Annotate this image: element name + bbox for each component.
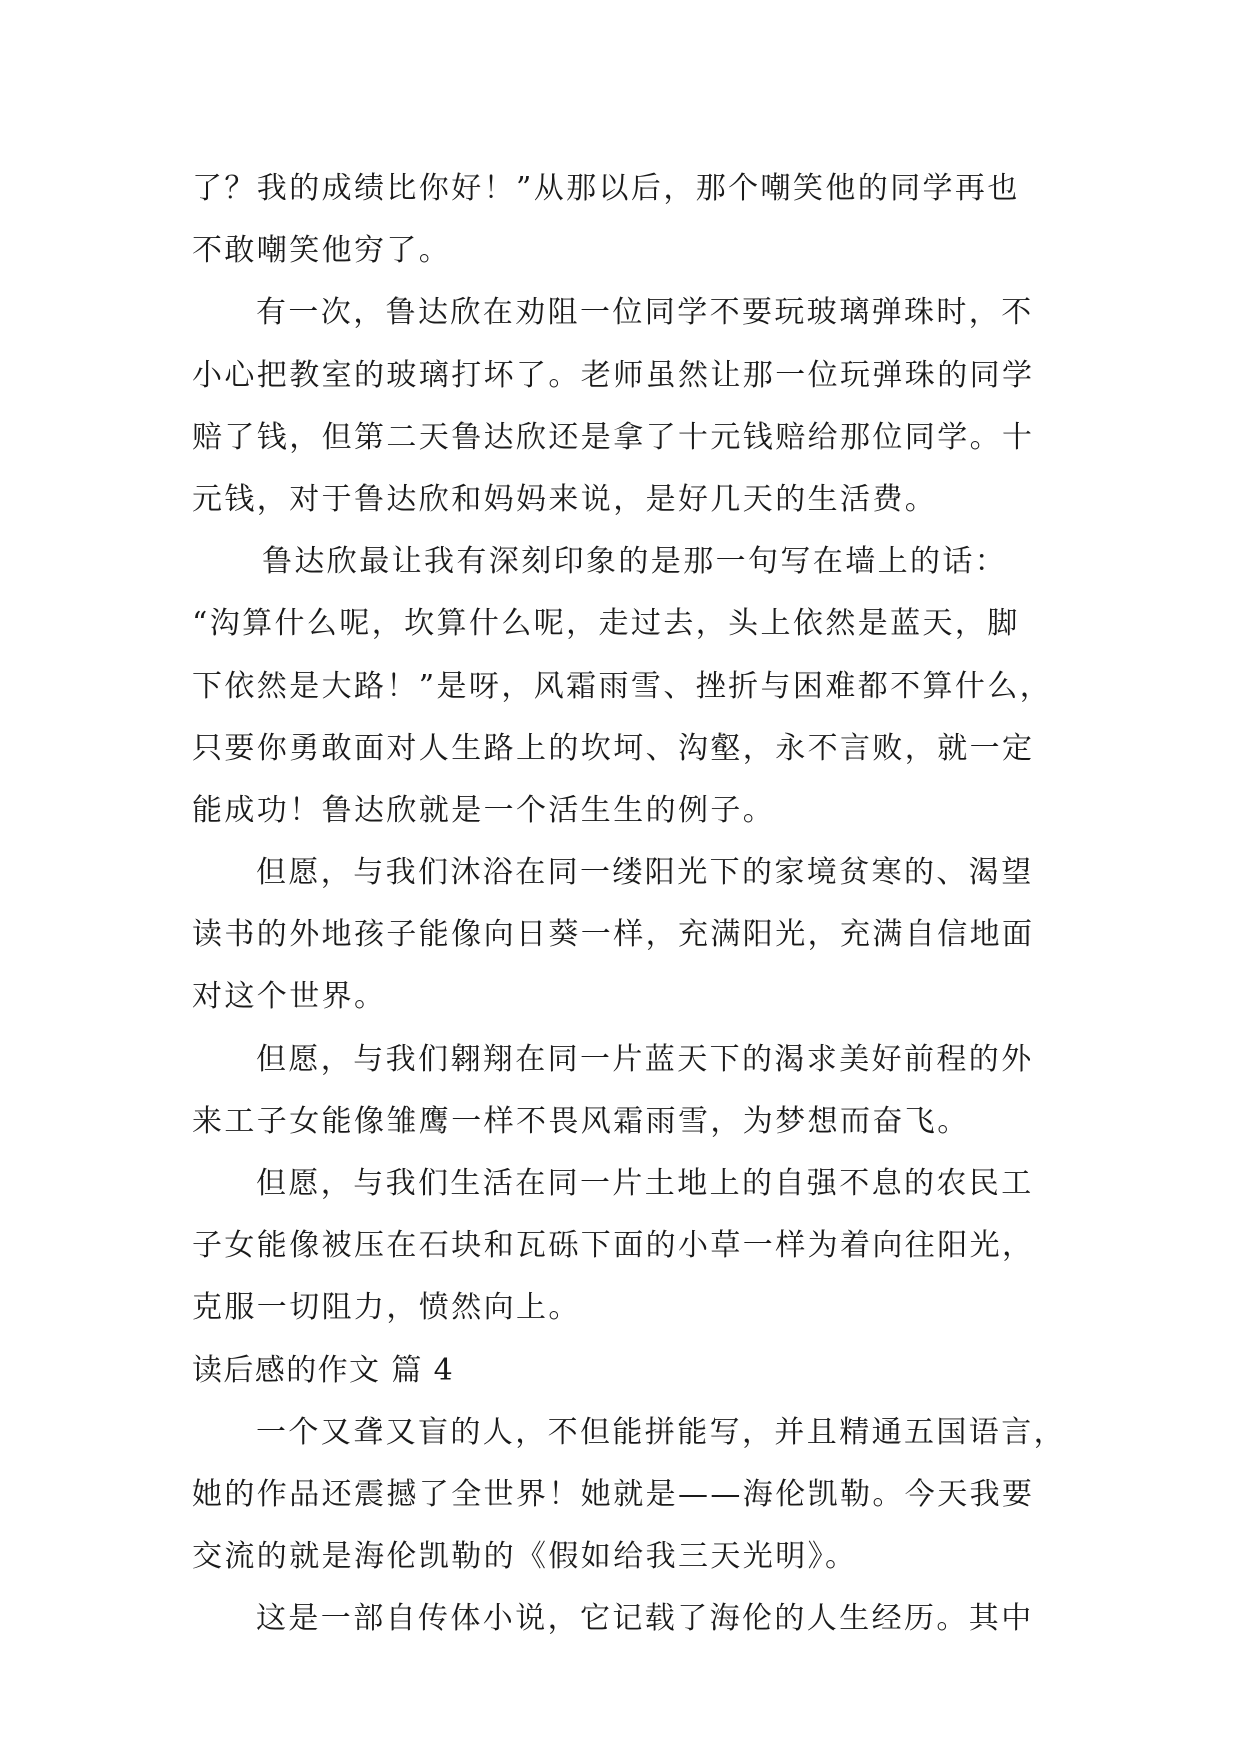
text-line: 读书的外地孩子能像向日葵一样，充满阳光，充满自信地面	[192, 917, 1035, 953]
text-line: 子女能像被压在石块和瓦砾下面的小草一样为着向往阳光，	[192, 1228, 1035, 1264]
paragraph-start: 这是一部自传体小说，它记载了海伦的人生经历。其中	[256, 1601, 1034, 1637]
text-line: 能成功！鲁达欣就是一个活生生的例子。	[192, 792, 776, 828]
paragraph-start: 但愿，与我们生活在同一片土地上的自强不息的农民工	[256, 1166, 1034, 1201]
text-line: 来工子女能像雏鹰一样不畏风霜雨雪，为梦想而奋飞。	[192, 1103, 970, 1139]
paragraph-start: 但愿，与我们沐浴在同一缕阳光下的家境贫寒的、渴望	[256, 855, 1034, 891]
text-line: 小心把教室的玻璃打坏了。老师虽然让那一位玩弹珠的同学	[192, 357, 1035, 393]
text-line: 不敢嘲笑他穷了。	[192, 233, 452, 269]
text-line: 她的作品还震撼了全世界！她就是——海伦凯勒。今天我要	[192, 1476, 1035, 1512]
document-body	[192, 158, 1066, 1651]
text-line: 只要你勇敢面对人生路上的坎坷、沟壑，永不言败，就一定	[192, 730, 1035, 766]
section-heading: 读后感的作文 篇 4	[192, 1352, 455, 1388]
text-line: 交流的就是海伦凯勒的《假如给我三天光明》。	[192, 1539, 858, 1575]
text-line: 克服一切阻力，愤然向上。	[192, 1290, 581, 1326]
paragraph-start: 但愿，与我们翱翔在同一片蓝天下的渴求美好前程的外	[256, 1041, 1034, 1077]
text-line: 赔了钱，但第二天鲁达欣还是拿了十元钱赔给那位同学。十	[192, 419, 1035, 455]
text-line: 了？我的成绩比你好！”从那以后，那个嘲笑他的同学再也	[192, 171, 1020, 206]
text-line: 对这个世界。	[192, 979, 387, 1015]
text-line: 元钱，对于鲁达欣和妈妈来说，是好几天的生活费。	[192, 481, 938, 517]
paragraph-start: 有一次，鲁达欣在劝阻一位同学不要玩玻璃弹珠时，不	[256, 295, 1034, 331]
text-line: 下依然是大路！”是呀，风霜雨雪、挫折与困难都不算什么，	[192, 668, 1053, 704]
paragraph-start: 一个又聋又盲的人，不但能拼能写，并且精通五国语言，	[256, 1414, 1066, 1450]
text-line: “沟算什么呢，坎算什么呢，走过去，头上依然是蓝天，脚	[192, 606, 1020, 642]
paragraph-start: 鲁达欣最让我有深刻印象的是那一句写在墙上的话：	[262, 544, 1008, 580]
